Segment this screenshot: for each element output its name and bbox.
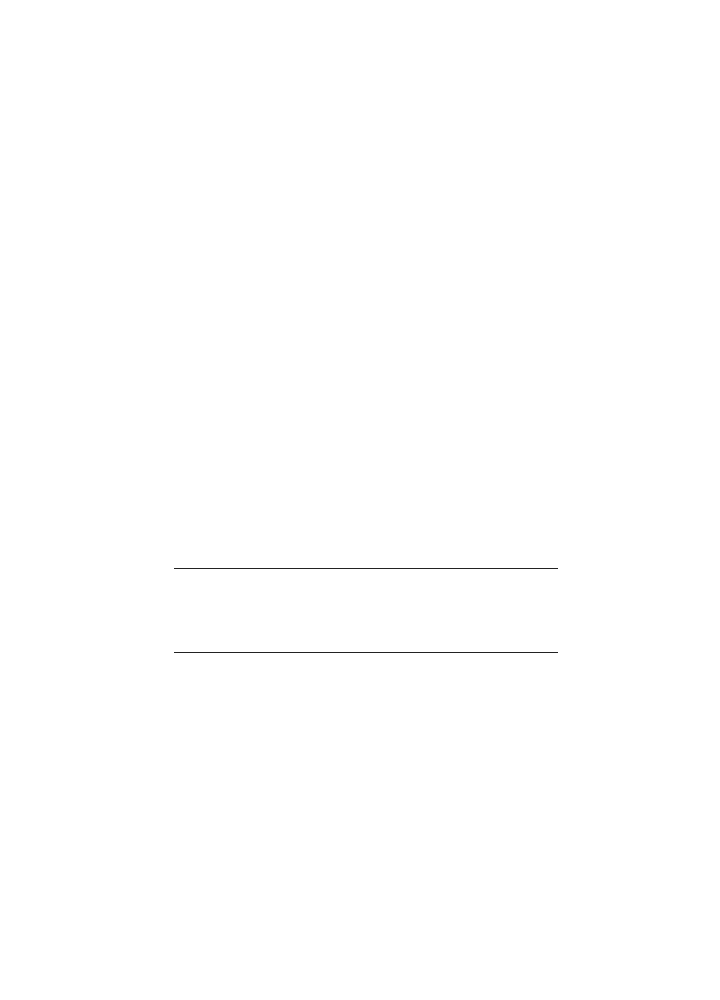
cip-bottom-rule (174, 652, 558, 653)
cip-top-rule (174, 568, 558, 569)
